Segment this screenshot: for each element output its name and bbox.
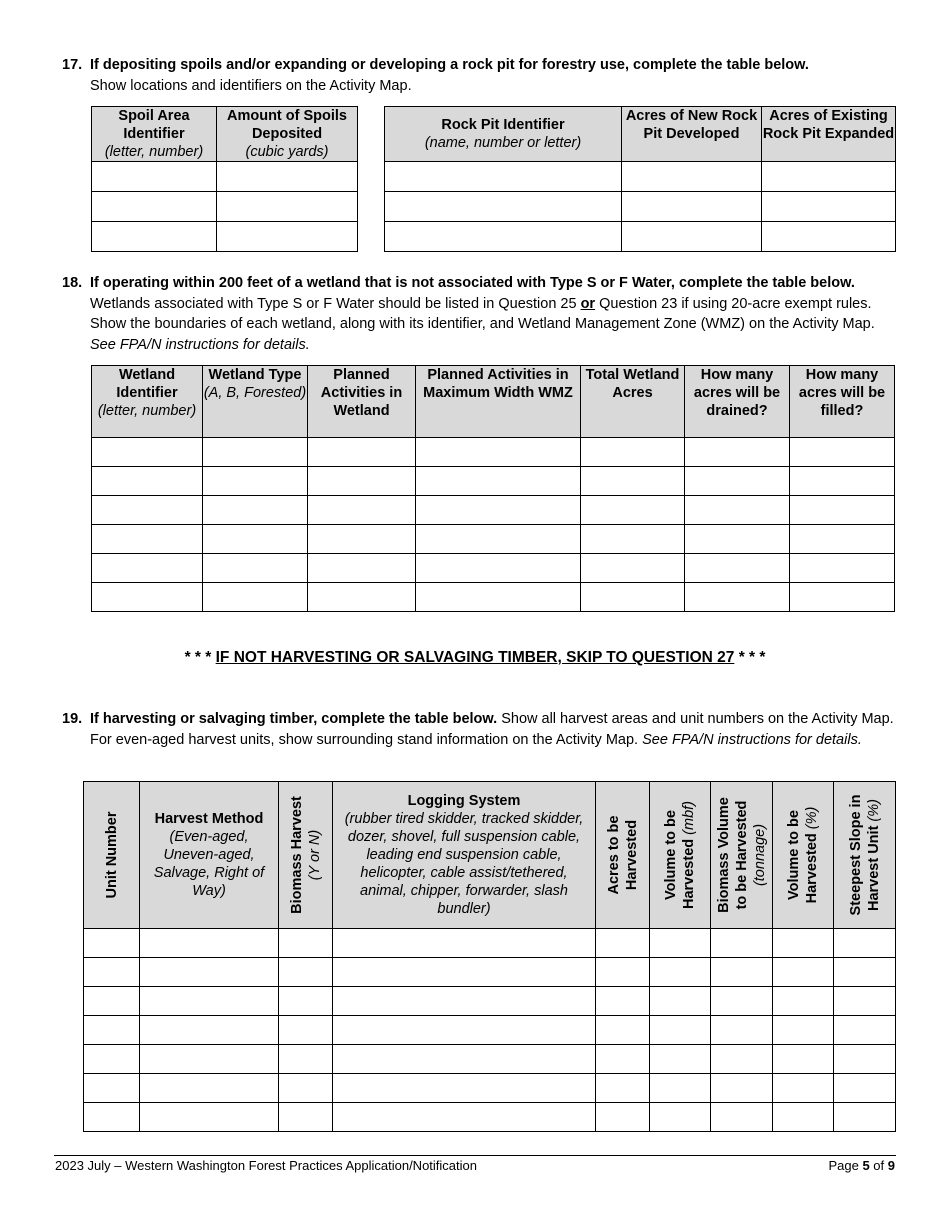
table-cell[interactable]: [203, 467, 308, 496]
table-row: [385, 192, 896, 222]
table-cell[interactable]: [596, 1103, 650, 1132]
wetland-table: [91, 365, 895, 612]
page-label: Page: [828, 1158, 859, 1173]
table-cell[interactable]: [92, 583, 203, 612]
table-row: [92, 192, 358, 222]
table-cell[interactable]: [279, 1016, 333, 1045]
table-cell[interactable]: [685, 467, 790, 496]
table-cell[interactable]: [581, 525, 685, 554]
table-cell[interactable]: [416, 467, 581, 496]
wetland-identifier-header: Wetland Identifier (letter, number): [92, 366, 203, 438]
acres-harvested-header: Acres to be Harvested: [596, 782, 650, 929]
table-cell[interactable]: [773, 1016, 834, 1045]
table-cell[interactable]: [140, 987, 279, 1016]
table-cell[interactable]: [308, 438, 416, 467]
volume-percent-header: Volume to be Harvested (%): [773, 782, 834, 929]
table-cell[interactable]: [762, 222, 896, 252]
skip-notice: [0, 649, 950, 667]
table-row: [84, 1103, 896, 1132]
acres-existing-rock-pit-header: Acres of Existing Rock Pit Expanded: [762, 107, 896, 162]
rock-pit-identifier-header: Rock Pit Identifier (name, number or letter): [385, 107, 622, 162]
table-cell[interactable]: [596, 1016, 650, 1045]
table-cell[interactable]: [140, 929, 279, 958]
table-cell[interactable]: [685, 438, 790, 467]
table-cell[interactable]: [834, 1074, 896, 1103]
table-cell[interactable]: [140, 1103, 279, 1132]
table-cell[interactable]: [203, 496, 308, 525]
skip-stars-right: * * *: [738, 649, 766, 666]
table-cell[interactable]: [279, 958, 333, 987]
table-cell[interactable]: [685, 525, 790, 554]
spoils-table: [91, 106, 358, 252]
table-cell[interactable]: [685, 554, 790, 583]
logging-system-header: Logging System (rubber tired skidder, tracked skidder, dozer, shovel, full suspension cable, leading end suspension cable, helicopter, cable assist/tethered, animal, chipper, forwarder, slash bundler): [333, 782, 596, 929]
question-19: [62, 709, 902, 750]
table-cell[interactable]: [790, 467, 895, 496]
table-cell[interactable]: [84, 958, 140, 987]
wetland-type-header: Wetland Type (A, B, Forested): [203, 366, 308, 438]
total-wetland-acres-header: Total Wetland Acres: [581, 366, 685, 438]
table-cell[interactable]: [834, 1103, 896, 1132]
steepest-slope-header: Steepest Slope in Harvest Unit (%): [834, 782, 896, 929]
question-number: 19.: [62, 711, 83, 727]
table-cell[interactable]: [762, 192, 896, 222]
table-cell[interactable]: [416, 438, 581, 467]
table-cell[interactable]: [203, 438, 308, 467]
page-of: of: [873, 1158, 885, 1173]
table-cell[interactable]: [650, 929, 711, 958]
biomass-harvest-header: Biomass Harvest (Y or N): [279, 782, 333, 929]
table-cell[interactable]: [92, 554, 203, 583]
table-cell[interactable]: [203, 554, 308, 583]
table-cell[interactable]: [581, 583, 685, 612]
table-cell[interactable]: [308, 554, 416, 583]
table-cell[interactable]: [333, 987, 596, 1016]
table-cell[interactable]: [762, 162, 896, 192]
table-cell[interactable]: [308, 525, 416, 554]
table-row: [84, 1074, 896, 1103]
table-cell[interactable]: [711, 1045, 773, 1074]
table-cell[interactable]: [92, 496, 203, 525]
acres-filled-header: How many acres will be filled?: [790, 366, 895, 438]
table-cell[interactable]: [596, 958, 650, 987]
table-cell[interactable]: [92, 467, 203, 496]
table-row: [385, 222, 896, 252]
table-cell[interactable]: [84, 987, 140, 1016]
question-18-text-2: Question 23 if using 20-acre exempt rules. Show the boundaries of each wetland, along with its identifier, and Wetland Management Zone (WMZ) on the Activity Map.: [90, 295, 875, 332]
question-17-text: Show locations and identifiers on the Activity Map.: [90, 77, 412, 94]
question-18-text-1: Wetlands associated with Type S or F Water should be listed in Question 25: [90, 295, 577, 312]
question-19-italic: See FPA/N instructions for details.: [642, 731, 862, 748]
table-row: [92, 467, 895, 496]
table-cell[interactable]: [333, 929, 596, 958]
table-cell[interactable]: [685, 583, 790, 612]
table-row: [84, 987, 896, 1016]
table-cell[interactable]: [581, 438, 685, 467]
table-cell[interactable]: [92, 525, 203, 554]
question-19-text: Show all harvest areas and unit numbers on the Activity Map. For even-aged harvest units, show surrounding stand information on the Activity Map.: [90, 711, 894, 748]
table-cell[interactable]: [622, 162, 762, 192]
table-cell[interactable]: [140, 1045, 279, 1074]
amount-of-spoils-header: Amount of Spoils Deposited (cubic yards): [217, 107, 358, 162]
table-cell[interactable]: [203, 525, 308, 554]
table-row: [92, 583, 895, 612]
acres-new-rock-pit-header: Acres of New Rock Pit Developed: [622, 107, 762, 162]
table-cell[interactable]: [650, 1016, 711, 1045]
table-cell[interactable]: [140, 1074, 279, 1103]
table-cell[interactable]: [581, 554, 685, 583]
table-cell[interactable]: [308, 496, 416, 525]
table-cell[interactable]: [773, 1074, 834, 1103]
question-18-italic: See FPA/N instructions for details.: [90, 336, 310, 353]
table-cell[interactable]: [416, 554, 581, 583]
table-cell[interactable]: [773, 1045, 834, 1074]
table-cell[interactable]: [790, 438, 895, 467]
acres-drained-header: How many acres will be drained?: [685, 366, 790, 438]
table-cell[interactable]: [834, 1045, 896, 1074]
table-cell[interactable]: [333, 1103, 596, 1132]
table-cell[interactable]: [790, 496, 895, 525]
table-cell[interactable]: [279, 987, 333, 1016]
table-cell[interactable]: [773, 1103, 834, 1132]
table-cell[interactable]: [650, 987, 711, 1016]
question-17-bold: If depositing spoils and/or expanding or developing a rock pit for forestry use, complete the table below.: [90, 57, 809, 73]
skip-stars-left: * * *: [184, 649, 212, 666]
table-cell[interactable]: [596, 929, 650, 958]
table-cell[interactable]: [790, 554, 895, 583]
table-cell[interactable]: [790, 525, 895, 554]
table-cell[interactable]: [773, 987, 834, 1016]
table-cell[interactable]: [333, 958, 596, 987]
table-cell[interactable]: [279, 1074, 333, 1103]
table-cell[interactable]: [834, 929, 896, 958]
table-cell[interactable]: [650, 1074, 711, 1103]
footer-divider: [54, 1155, 896, 1156]
table-cell[interactable]: [333, 1045, 596, 1074]
table-cell[interactable]: [279, 929, 333, 958]
footer-title: 2023 July – Western Washington Forest Practices Application/Notification: [55, 1158, 477, 1173]
question-18: [62, 273, 902, 355]
table-cell[interactable]: [596, 1045, 650, 1074]
table-cell[interactable]: [711, 929, 773, 958]
table-cell[interactable]: [92, 438, 203, 467]
volume-mbf-header: Volume to be Harvested (mbf): [650, 782, 711, 929]
table-cell[interactable]: [92, 192, 217, 222]
table-cell[interactable]: [84, 929, 140, 958]
planned-activities-wmz-header: Planned Activities in Maximum Width WMZ: [416, 366, 581, 438]
page-number: [828, 1158, 895, 1173]
table-cell[interactable]: [711, 987, 773, 1016]
page-total: 9: [887, 1158, 895, 1173]
table-cell[interactable]: [385, 162, 622, 192]
table-cell[interactable]: [596, 987, 650, 1016]
biomass-volume-header: Biomass Volume to be Harvested (tonnage): [711, 782, 773, 929]
table-cell[interactable]: [711, 958, 773, 987]
table-cell[interactable]: [711, 1074, 773, 1103]
table-cell[interactable]: [650, 1103, 711, 1132]
table-cell[interactable]: [279, 1103, 333, 1132]
table-row: [92, 496, 895, 525]
table-cell[interactable]: [773, 958, 834, 987]
table-cell[interactable]: [279, 1045, 333, 1074]
spoil-area-identifier-header: Spoil Area Identifier (letter, number): [92, 107, 217, 162]
page-current: 5: [862, 1158, 870, 1173]
table-cell[interactable]: [92, 162, 217, 192]
table-cell[interactable]: [596, 1074, 650, 1103]
table-cell[interactable]: [622, 222, 762, 252]
table-cell[interactable]: [385, 222, 622, 252]
rock-pit-table: [384, 106, 896, 252]
table-cell[interactable]: [140, 1016, 279, 1045]
table-cell[interactable]: [308, 583, 416, 612]
table-row: [92, 525, 895, 554]
table-cell[interactable]: [84, 1103, 140, 1132]
table-cell[interactable]: [581, 496, 685, 525]
table-cell[interactable]: [685, 496, 790, 525]
table-cell[interactable]: [416, 583, 581, 612]
planned-activities-wetland-header: Planned Activities in Wetland: [308, 366, 416, 438]
table-cell[interactable]: [84, 1074, 140, 1103]
table-cell[interactable]: [711, 1103, 773, 1132]
table-cell[interactable]: [217, 222, 358, 252]
table-row: [84, 1016, 896, 1045]
table-cell[interactable]: [84, 1045, 140, 1074]
table-cell[interactable]: [790, 583, 895, 612]
question-17: [62, 55, 902, 96]
question-18-or: or: [580, 295, 596, 312]
table-cell[interactable]: [581, 467, 685, 496]
table-row: [385, 162, 896, 192]
table-cell[interactable]: [650, 958, 711, 987]
table-row: [84, 958, 896, 987]
table-cell[interactable]: [622, 192, 762, 222]
table-cell[interactable]: [385, 192, 622, 222]
table-cell[interactable]: [140, 958, 279, 987]
table-cell[interactable]: [834, 987, 896, 1016]
question-number: 17.: [62, 57, 83, 73]
table-cell[interactable]: [834, 958, 896, 987]
table-cell[interactable]: [84, 1016, 140, 1045]
table-cell[interactable]: [217, 162, 358, 192]
harvest-table: [83, 781, 896, 1132]
question-number: 18.: [62, 275, 83, 291]
table-cell[interactable]: [834, 1016, 896, 1045]
table-cell[interactable]: [773, 929, 834, 958]
table-cell[interactable]: [333, 1074, 596, 1103]
table-cell[interactable]: [711, 1016, 773, 1045]
table-cell[interactable]: [217, 192, 358, 222]
skip-text: IF NOT HARVESTING OR SALVAGING TIMBER, SKIP TO QUESTION 27: [215, 649, 735, 666]
table-row: [84, 1045, 896, 1074]
table-row: [92, 554, 895, 583]
question-19-bold: If harvesting or salvaging timber, complete the table below.: [90, 711, 498, 727]
table-cell[interactable]: [416, 525, 581, 554]
table-cell[interactable]: [333, 1016, 596, 1045]
table-cell[interactable]: [416, 496, 581, 525]
table-row: [92, 162, 358, 192]
table-row: [92, 222, 358, 252]
table-cell[interactable]: [650, 1045, 711, 1074]
unit-number-header: Unit Number: [84, 782, 140, 929]
question-18-bold: If operating within 200 feet of a wetland that is not associated with Type S or F Water, complete the table below.: [90, 275, 855, 291]
table-row: [92, 438, 895, 467]
table-cell[interactable]: [92, 222, 217, 252]
table-cell[interactable]: [203, 583, 308, 612]
table-cell[interactable]: [308, 467, 416, 496]
harvest-method-header: Harvest Method (Even-aged, Uneven-aged, Salvage, Right of Way): [140, 782, 279, 929]
table-row: [84, 929, 896, 958]
